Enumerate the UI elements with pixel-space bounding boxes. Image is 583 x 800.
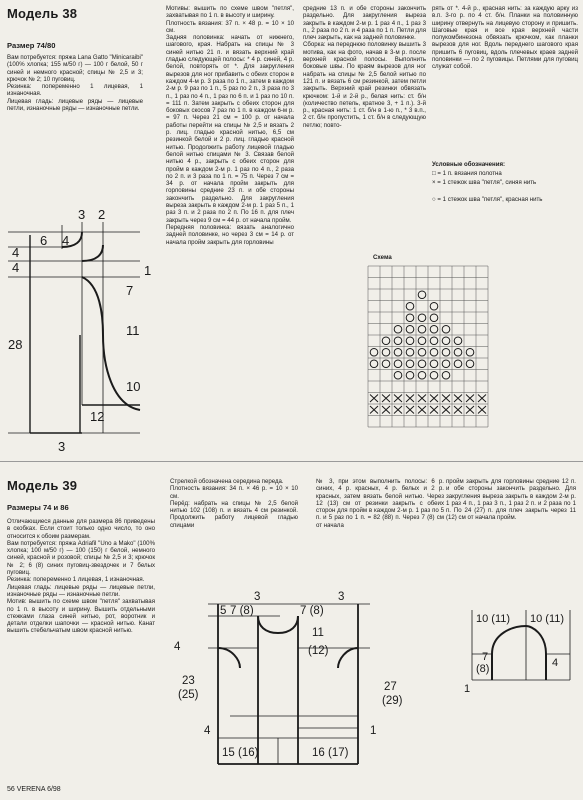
dim-3-b: 3 — [338, 591, 345, 603]
dim-7-8-b: 7 (8) — [300, 605, 324, 617]
red-stitch-mark — [394, 360, 402, 368]
blue-stitch-mark — [442, 395, 450, 403]
model39-instructions-col3: № 3, при этом выполнить полосы: 6 р. синих, 4 р. красных, 4 р. белых и 2 р. красных, затем вязать белой нитью. Через 12 (13) см от резинки закрыть с обеих сторон для пройм в каждом 2-м р. 1 раз по 5 п. и 5 раз по 1 п. = 82 (88) п. Через 7 (8) см от начала — [316, 478, 444, 529]
blue-stitch-mark — [466, 406, 474, 414]
blue-stitch-mark — [454, 406, 462, 414]
blue-stitch-mark — [418, 395, 426, 403]
dim-11: 11 — [126, 323, 140, 338]
square-symbol-icon: □ — [432, 170, 436, 177]
red-stitch-mark — [394, 348, 402, 356]
red-stitch-mark — [382, 360, 390, 368]
model38-instructions-col4: рять от *. 4-й р., красная нить: за каждую арку из в.п. 3-го р. по 4 ст. б/н. Планки на половинную ширину отвернуть на лицевую сторону и пришить. Шаговые края и все края верхней части полукомбинезона обвязать крючком, как планки вырезов для ног. Вдоль переднего шагового края пришить 6 пуговиц, вдоль плечевых краев задней половинки — по 2 пуговицы. Петлями для пуговиц служат собой. — [432, 5, 578, 71]
blue-stitch-mark — [478, 395, 486, 403]
embroidery-scheme-grid — [367, 265, 490, 431]
dim-4-mid: 4 — [12, 245, 20, 260]
cross-symbol-icon: × — [432, 179, 436, 186]
dim-29: (29) — [382, 695, 403, 707]
blue-stitch-mark — [442, 406, 450, 414]
dim-2: 2 — [98, 207, 106, 222]
dim-1: 1 — [144, 263, 152, 278]
red-stitch-mark — [394, 371, 402, 379]
dim-12: (12) — [308, 645, 329, 657]
red-stitch-mark — [394, 337, 402, 345]
blue-stitch-mark — [430, 406, 438, 414]
blue-stitch-mark — [478, 406, 486, 414]
dim-16-17: 16 (17) — [312, 747, 349, 759]
red-stitch-mark — [430, 302, 438, 310]
red-stitch-mark — [370, 348, 378, 356]
dim-5: 5 — [220, 605, 227, 617]
scheme-title: Схема — [373, 254, 392, 261]
red-stitch-mark — [430, 325, 438, 333]
model38-pattern-drawing — [0, 205, 160, 455]
section-divider — [0, 461, 583, 462]
blue-stitch-mark — [430, 395, 438, 403]
blue-stitch-mark — [370, 395, 378, 403]
detail-dim-1: 1 — [464, 683, 471, 695]
dim-4-b: 4 — [204, 725, 211, 737]
model38-instructions-col3: средние 13 п. и обе стороны закончить раздельно. Для закругления выреза закрыть в каждом 2-м р. 1 раз 4 п., 1 раз 3 п., 2 раза по 2 п. и 4 раза по 1 п. Петли для плеч закрыть, как на задней половинке. Сборка: на переднюю половинку вышить 3 мотива, как на фото, начав в 3-м р. после верхней красной полосы. Выполнить боковые швы. По краям вырезов для ног набрать на спицы № 2,5 белой нитью по 121 п. и вязать 6 см резинкой, затем петли закрыть. Верхний край резинки обвязать крючком: 1-й и 2-й р., белая нить: ст. б/н (количество петель, кратное 3, + 1 п.). 3-й р., красная нить: 1 ст. б/н в 1-ю п., * 3 в.п., 2 ст. б/н пропустить, 1 ст. б/н в следующую петлю; повто- — [303, 5, 426, 129]
dim-4: 4 — [174, 641, 181, 653]
blue-stitch-mark — [382, 406, 390, 414]
model39-size: Размеры 74 и 86 — [7, 503, 69, 512]
red-stitch-mark — [382, 337, 390, 345]
model39-instructions-col2: Стрелкой обозначена середина переда. Плотность вязания: 34 п. × 46 р. = 10 × 10 см. Перёд: набрать на спицы № 2,5 белой нитью 102 (108) п. и вязать 4 см резинкой. Продолжить работу лицевой гладью спицами — [170, 478, 298, 529]
detail-dim-8: (8) — [476, 663, 490, 675]
red-stitch-mark — [418, 314, 426, 322]
red-stitch-mark — [454, 348, 462, 356]
model38-instructions-col2: Мотивы: вышить по схеме швом "петля", захватывая по 1 п. в высоту и ширину. Плотность вязания: 37 п. × 48 р. = 10 × 10 см. Задняя половинка: начать от нижнего, шагового, края. Набрать на спицы № 3 синей нитью 21 п. и вязать верхний край гладью следующей полосы: * 4 р. синей, 4 р. белой, повторять от *. Для закругления вырезов для ног прибавить с обеих сторон в каждом 4-м р. 3 раза по 1 п., затем в каждом 2-м р. 9 раз по 1 п., 5 раз по 2 п., 3 раза по 3 п., 1 раз по 4 п., 1 раз по 6 п. и 1 раз по 10 п. = 111 п. Затем закрыть с обеих сторон для боковых скосов 7 раз по 1 п. в каждом 6-м р. = 97 п. Через 21 см = 100 р. от начала работы перейти на спицы № 2,5 и вязать 2 р. лиц. гладью красной нитью, 6,5 см резинкой белой и 2 р. лиц. гладью красной нитью. Продолжить работу лицевой гладью белой нитью спицами № 3. Связав белой нитью 4 р., закрыть с обеих сторон для пройм в каждом 2-м р. 1 раз по 4 п., 2 раза по 2 п. и 3 раза по 1 п. = 75 п. Через 7 см = 34 р. от начала пройм закрыть для горловины средние 23 п. и обе стороны закончить раздельно. Для закругления выреза закрыть в каждом 2-м р. 1 раз 5 п., 1 раз 3 п. и 2 раза по 2 п. По 16 п. для плеч закрыть через 9 см = 44 р. от начала пройм. Передняя половинка: вязать аналогично задней половинке, но через 3 см = 14 р. от начала пройм закрыть для горловины — [166, 5, 294, 246]
red-stitch-mark — [406, 325, 414, 333]
dim-7-8-a: 7 (8) — [230, 605, 254, 617]
red-stitch-mark — [406, 348, 414, 356]
red-stitch-mark — [454, 360, 462, 368]
red-stitch-mark — [418, 291, 426, 299]
model38-size: Размер 74/80 — [7, 41, 56, 50]
detail-dim-4: 4 — [552, 657, 559, 669]
red-stitch-mark — [430, 337, 438, 345]
red-stitch-mark — [394, 325, 402, 333]
legend-item-stitch: □ = 1 п. вязания полотна — [432, 170, 502, 177]
blue-stitch-mark — [394, 395, 402, 403]
dim-4-low: 4 — [12, 260, 20, 275]
model39-materials-text: Отличающиеся данные для размера 86 приведены в скобках. Если стоит только одно число, то оно относится к обоим размерам. Вам потребуется: пряжа Adriafil "Uno a Mako" (100% хлопка; 100 м/50 г) — 100 (150) г белой, немного синей, красной и розовой; спицы № 2,5 и 3; крючок № 2; 6 (8) синих пуговиц-звездочек и 7 белых пуговиц. Резинка: попеременно 1 лицевая, 1 изнаночная. Лицевая гладь: лицевые ряды — лицевые петли, изнаночные ряды — изнаночные петли. Мотив: вышить по схеме швом "петля" захватывая по 1 п. в высоту и ширину. Вышить отдельными стежками глаза синей нитью, рот, воротник и детали отделки шапочки — красной нитью. Канат вышить стебельчатым швом красной нитью. — [7, 518, 155, 635]
blue-stitch-mark — [454, 395, 462, 403]
red-stitch-mark — [370, 360, 378, 368]
dim-4-top: 4 — [62, 233, 70, 248]
red-stitch-mark — [454, 337, 462, 345]
model39-detail-drawing — [462, 604, 580, 700]
red-stitch-mark — [406, 302, 414, 310]
legend-item-blue: × = 1 стежок шва "петля", синяя нить — [432, 179, 537, 186]
red-stitch-mark — [406, 371, 414, 379]
blue-stitch-mark — [466, 395, 474, 403]
dim-10: 10 — [126, 379, 141, 394]
red-stitch-mark — [442, 337, 450, 345]
red-stitch-mark — [466, 348, 474, 356]
dim-11: 11 — [312, 627, 324, 639]
red-stitch-mark — [418, 371, 426, 379]
red-stitch-mark — [418, 360, 426, 368]
dim-23: 23 — [182, 675, 195, 687]
red-stitch-mark — [442, 325, 450, 333]
red-stitch-mark — [442, 348, 450, 356]
blue-stitch-mark — [394, 406, 402, 414]
dim-15-16: 15 (16) — [222, 747, 259, 759]
model38-title: Модель 38 — [7, 6, 78, 21]
blue-stitch-mark — [418, 406, 426, 414]
dim-27: 27 — [384, 681, 397, 693]
model39-pattern-drawing — [160, 588, 460, 788]
blue-stitch-mark — [406, 395, 414, 403]
detail-dim-10-11-a: 10 (11) — [476, 613, 511, 625]
red-stitch-mark — [406, 337, 414, 345]
model39-title: Модель 39 — [7, 478, 78, 493]
dim-6: 6 — [40, 233, 48, 248]
dim-3-bottom: 3 — [58, 439, 66, 454]
blue-stitch-mark — [370, 406, 378, 414]
blue-stitch-mark — [406, 406, 414, 414]
dim-3: 3 — [78, 207, 86, 222]
dim-12: 12 — [90, 409, 105, 424]
red-stitch-mark — [418, 337, 426, 345]
red-stitch-mark — [406, 360, 414, 368]
dim-25: (25) — [178, 689, 199, 701]
red-stitch-mark — [442, 360, 450, 368]
dim-7: 7 — [126, 283, 134, 298]
detail-dim-10-11-b: 10 (11) — [530, 613, 565, 625]
red-stitch-mark — [442, 371, 450, 379]
detail-dim-7: 7 — [482, 651, 489, 663]
dim-28: 28 — [8, 337, 23, 352]
legend-title: Условные обозначения: — [432, 161, 506, 168]
circle-symbol-icon: ○ — [432, 196, 436, 203]
dim-3-a: 3 — [254, 591, 261, 603]
red-stitch-mark — [430, 360, 438, 368]
blue-stitch-mark — [382, 395, 390, 403]
red-stitch-mark — [382, 348, 390, 356]
red-stitch-mark — [406, 314, 414, 322]
dim-1: 1 — [370, 725, 377, 737]
red-stitch-mark — [466, 360, 474, 368]
red-stitch-mark — [430, 314, 438, 322]
page-footer: 56 VERENA 6/98 — [7, 786, 61, 793]
red-stitch-mark — [430, 348, 438, 356]
red-stitch-mark — [418, 325, 426, 333]
red-stitch-mark — [430, 371, 438, 379]
red-stitch-mark — [418, 348, 426, 356]
legend-item-red: ○ = 1 стежок шва "петля", красная нить — [432, 196, 543, 203]
model38-materials-text: Вам потребуется: пряжа Lana Gatto "Minicaraibi" (100% хлопка; 155 м/50 г) — 100 г белой, 50 г синей и немного красной; спицы № 2,5 и 3; крючок № 2; 10 пуговиц. Резинка: попеременно 1 лицевая, 1 изнаночная. Лицевая гладь: лицевые ряды — лицевые петли, изнаночные ряды — изнаночные петли. — [7, 54, 143, 113]
model39-instructions-col4: пройм закрыть для горловины средние 12 п. и обе стороны закончить раздельно. Для закругления выреза закрыть в каждом 2-м р. 1 раз 4 п., 1 раз 3 п., 1 раз 2 п. и 2 раза по 1 п. По 24 (27) п. для плеч закрыть через 11 (12) см от начала пройм. — [446, 478, 576, 522]
